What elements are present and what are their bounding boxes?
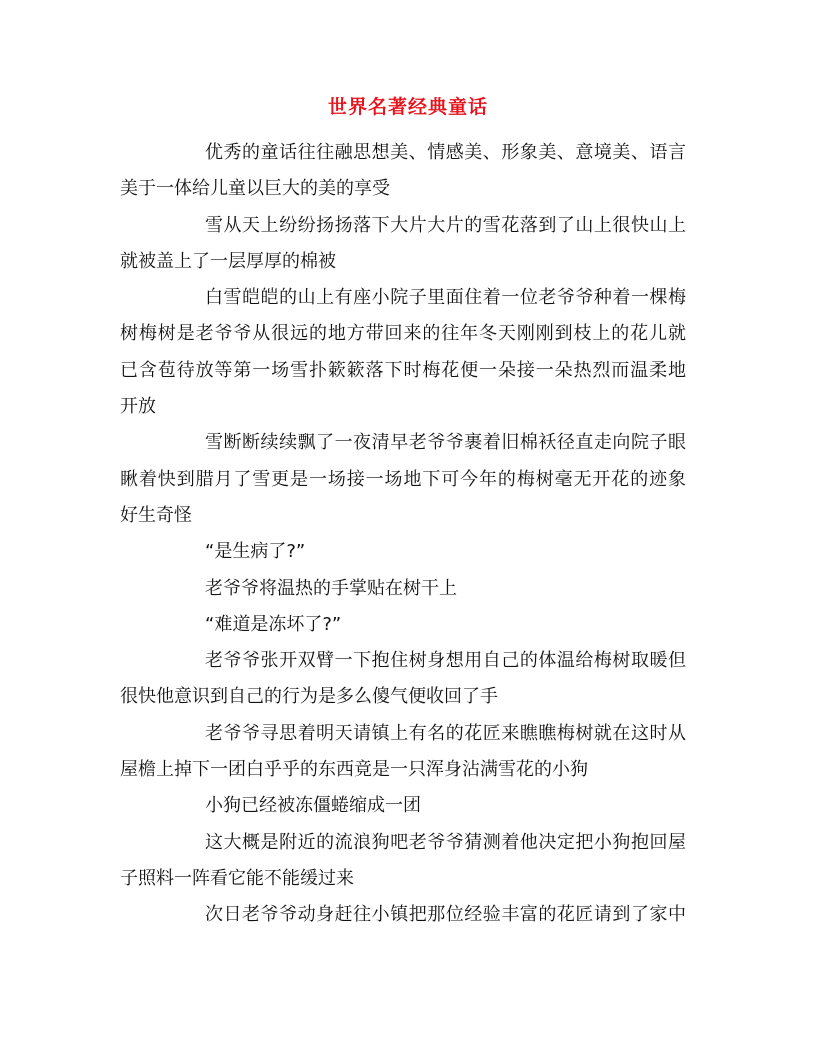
paragraph-line: 子照料一阵看它能不能缓过来 [120, 867, 354, 889]
paragraph [120, 571, 686, 607]
paragraph [120, 607, 686, 643]
paragraph [120, 208, 686, 281]
paragraph-line: 美于一体给儿童以巨大的美的享受 [120, 178, 390, 200]
paragraph [120, 716, 686, 789]
paragraph-line: 开放 [120, 396, 156, 418]
paragraph-line: 老爷爷将温热的手掌贴在树干上 [205, 577, 457, 599]
paragraph-line: 小狗已经被冻僵蜷缩成一团 [205, 795, 421, 817]
document-body [120, 135, 686, 934]
document-title: 世界名著经典童话 [327, 96, 488, 118]
paragraph [120, 280, 686, 425]
paragraph-line: 树梅树是老爷爷从很远的地方带回来的往年冬天刚刚到枝上的花儿就 [120, 323, 686, 345]
paragraph-line: “是生病了?” [205, 541, 306, 563]
paragraph-line: 老爷爷张开双臂一下抱住树身想用自己的体温给梅树取暖但 [205, 650, 686, 672]
paragraph [120, 825, 686, 898]
paragraph-line: 雪从天上纷纷扬扬落下大片大片的雪花落到了山上很快山上 [205, 214, 686, 236]
paragraph-line: 已含苞待放等第一场雪扑簌簌落下时梅花便一朵接一朵热烈而温柔地 [120, 359, 686, 381]
paragraph-line: 很快他意识到自己的行为是多么傻气便收回了手 [120, 686, 498, 708]
paragraph [120, 643, 686, 716]
paragraph-line: 这大概是附近的流浪狗吧老爷爷猜测着他决定把小狗抱回屋 [205, 831, 686, 853]
paragraph-line: 老爷爷寻思着明天请镇上有名的花匠来瞧瞧梅树就在这时从 [205, 722, 686, 744]
paragraph [120, 425, 686, 534]
paragraph-line: 白雪皑皑的山上有座小院子里面住着一位老爷爷种着一棵梅 [205, 287, 686, 309]
paragraph [120, 788, 686, 824]
paragraph-line: 就被盖上了一层厚厚的棉被 [120, 250, 336, 272]
paragraph [120, 135, 686, 208]
paragraph-line: 优秀的童话往往融思想美、情感美、形象美、意境美、语言 [205, 142, 686, 163]
paragraph-line: 屋檐上掉下一团白乎乎的东西竟是一只浑身沾满雪花的小狗 [120, 759, 588, 781]
paragraph-line: 次日老爷爷动身赶往小镇把那位经验丰富的花匠请到了家中 [205, 904, 686, 926]
paragraph [120, 897, 686, 933]
paragraph [120, 534, 686, 570]
paragraph-line: 瞅着快到腊月了雪更是一场接一场地下可今年的梅树毫无开花的迹象 [120, 468, 686, 490]
paragraph-line: “难道是冻坏了?” [205, 613, 342, 635]
paragraph-line: 雪断断续续飘了一夜清早老爷爷裹着旧棉袄径直走向院子眼 [205, 432, 686, 454]
paragraph-line: 好生奇怪 [120, 504, 192, 526]
